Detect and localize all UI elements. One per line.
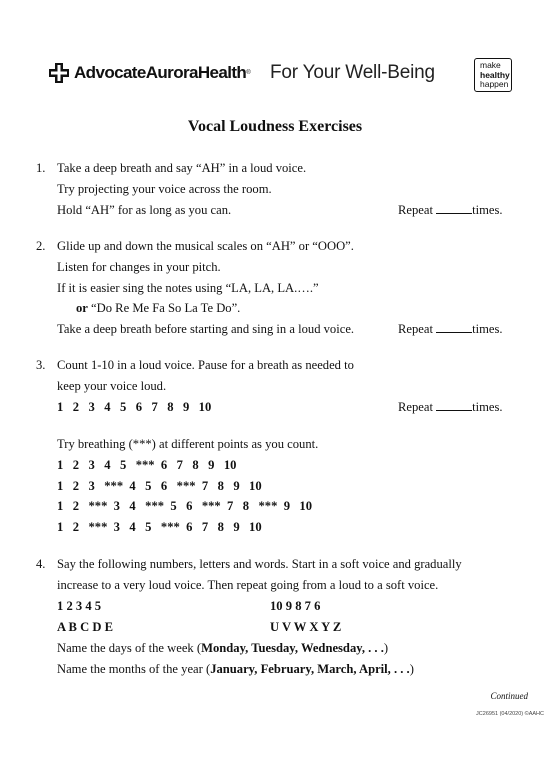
breathing-pattern-4: 1 2 *** 3 4 5 *** 6 7 8 9 10 xyxy=(57,520,262,534)
repeat-blank xyxy=(436,321,472,333)
months-of-year-line xyxy=(57,661,414,677)
section-2-line-last: Take a deep breath before starting and sing in a loud voice. xyxy=(57,322,355,336)
trademark-mark: ® xyxy=(246,70,251,76)
count-sequence: 1 2 3 4 5 6 7 8 9 10 xyxy=(57,400,212,414)
page-title: Vocal Loudness Exercises xyxy=(187,118,363,135)
section-1-repeat xyxy=(398,202,503,218)
section-3-line-2: keep your voice loud. xyxy=(57,379,167,393)
section-1-line-1: Take a deep breath and say “AH” in a loud voice. xyxy=(57,161,307,175)
letters-start: A B C D E xyxy=(57,620,113,634)
times-label: times. xyxy=(472,203,503,217)
breathing-instruction: Try breathing (***) at different points as you count. xyxy=(57,437,319,451)
section-4-line-2: increase to a very loud voice. Then repeat going from a loud to a soft voice. xyxy=(57,578,439,592)
footer-code: JC26951 (04/2020) ©AAHC xyxy=(476,711,544,717)
tagline: For Your Well-Being xyxy=(270,62,435,83)
breathing-pattern-2: 1 2 3 *** 4 5 6 *** 7 8 9 10 xyxy=(57,479,262,493)
section-4-number: 4. xyxy=(36,557,46,571)
repeat-blank xyxy=(436,399,472,411)
times-label: times. xyxy=(472,322,503,336)
badge-word-2: healthy xyxy=(480,69,510,80)
months-list: January, February, March, April, . . . xyxy=(210,662,410,676)
badge-word-3: happen xyxy=(480,79,509,89)
solfege-text: “Do Re Me Fa So La Te Do”. xyxy=(91,301,241,315)
months-prefix: Name the months of the year ( xyxy=(57,662,211,676)
section-3-number: 3. xyxy=(36,358,46,372)
section-2-repeat xyxy=(398,321,503,337)
section-2-line-3: If it is easier sing the notes using “LA, LA, LA.….” xyxy=(57,281,319,295)
repeat-blank xyxy=(436,202,472,214)
section-2-or-line xyxy=(76,300,240,316)
times-label: times. xyxy=(472,400,503,414)
make-healthy-happen-badge xyxy=(474,58,512,92)
months-suffix: ) xyxy=(409,662,414,676)
breathing-pattern-3: 1 2 *** 3 4 *** 5 6 *** 7 8 *** 9 10 xyxy=(57,499,313,513)
section-1-line-3: Hold “AH” for as long as you can. xyxy=(57,203,232,217)
advocate-cross-icon xyxy=(48,62,70,84)
section-4-line-1: Say the following numbers, letters and words. Start in a soft voice and gradually xyxy=(57,557,462,571)
repeat-label: Repeat xyxy=(398,322,433,336)
section-3-repeat xyxy=(398,399,503,415)
section-2-number: 2. xyxy=(36,239,46,253)
letters-end: U V W X Y Z xyxy=(270,620,342,634)
breathing-pattern-1: 1 2 3 4 5 *** 6 7 8 9 10 xyxy=(57,458,237,472)
continued-note: Continued xyxy=(490,691,528,701)
brand-logo xyxy=(48,62,251,84)
section-2-line-2: Listen for changes in your pitch. xyxy=(57,260,221,274)
days-prefix: Name the days of the week ( xyxy=(57,641,202,655)
section-3-line-1: Count 1-10 in a loud voice. Pause for a breath as needed to xyxy=(57,358,354,372)
days-list: Monday, Tuesday, Wednesday, . . . xyxy=(201,641,384,655)
brand-name: AdvocateAuroraHealth xyxy=(74,63,247,82)
section-1-number: 1. xyxy=(36,161,46,175)
or-word: or xyxy=(76,301,88,315)
days-of-week-line xyxy=(57,640,388,656)
page-header xyxy=(40,58,512,98)
repeat-label: Repeat xyxy=(398,203,433,217)
badge-word-1: make xyxy=(480,60,501,70)
numbers-descending: 10 9 8 7 6 xyxy=(270,599,321,613)
numbers-ascending: 1 2 3 4 5 xyxy=(57,599,102,613)
repeat-label: Repeat xyxy=(398,400,433,414)
days-suffix: ) xyxy=(383,641,389,655)
section-1-line-2: Try projecting your voice across the room. xyxy=(57,182,272,196)
section-2-line-1: Glide up and down the musical scales on “AH” or “OOO”. xyxy=(57,239,354,253)
